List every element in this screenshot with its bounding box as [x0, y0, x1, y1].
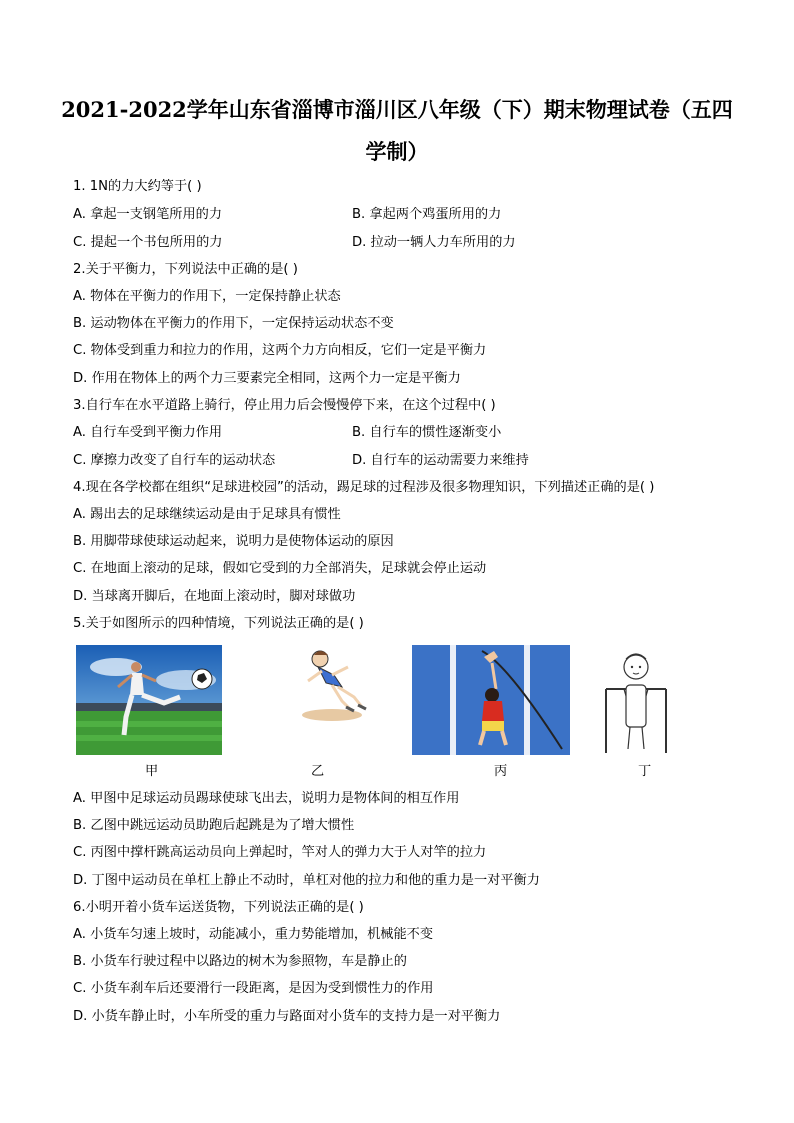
question-5-option-a: A. 甲图中足球运动员踢球使球飞出去，说明力是物体间的相互作用 — [73, 791, 460, 806]
question-1-option-c: C. 提起一个书包所用的力 — [73, 235, 223, 250]
question-6-option-a: A. 小货车匀速上坡时，动能减小，重力势能增加，机械能不变 — [73, 927, 434, 942]
question-6-stem: 6.小明开着小货车运送货物，下列说法正确的是( ) — [73, 900, 364, 915]
question-6-option-c: C. 小货车刹车后还要滑行一段距离，是因为受到惯性力的作用 — [73, 981, 434, 996]
figure-bing-pole-vault — [412, 645, 570, 755]
question-3-option-d: D. 自行车的运动需要力来维持 — [352, 453, 529, 468]
figure-caption-yi: 乙 — [311, 764, 325, 779]
figure-yi-long-jump — [288, 645, 374, 725]
question-5-option-d: D. 丁图中运动员在单杠上静止不动时，单杠对他的拉力和他的重力是一对平衡力 — [73, 873, 540, 888]
exam-title-line2: 学制） — [365, 139, 429, 164]
question-2-option-d: D. 作用在物体上的两个力三要素完全相同，这两个力一定是平衡力 — [73, 371, 461, 386]
question-1-stem: 1. 1N的力大约等于( ) — [73, 179, 202, 194]
question-3-option-c: C. 摩擦力改变了自行车的运动状态 — [73, 453, 276, 468]
question-4-option-a: A. 踢出去的足球继续运动是由于足球具有惯性 — [73, 507, 341, 522]
question-4-option-b: B. 用脚带球使球运动起来，说明力是使物体运动的原因 — [73, 534, 394, 549]
question-1-option-b: B. 拿起两个鸡蛋所用的力 — [352, 207, 502, 222]
question-4-option-d: D. 当球离开脚后，在地面上滚动时，脚对球做功 — [73, 589, 356, 604]
question-5-option-c: C. 丙图中撑杆跳高运动员向上弹起时，竿对人的弹力大于人对竿的拉力 — [73, 845, 487, 860]
question-4-stem: 4.现在各学校都在组织“足球进校园”的活动，踢足球的过程涉及很多物理知识，下列描述正确的是( ) — [73, 480, 655, 495]
question-1-option-d: D. 拉动一辆人力车所用的力 — [352, 235, 516, 250]
question-6-option-d: D. 小货车静止时，小车所受的重力与路面对小货车的支持力是一对平衡力 — [73, 1009, 501, 1024]
question-1-option-a: A. 拿起一支钢笔所用的力 — [73, 207, 223, 222]
figure-caption-jia: 甲 — [145, 764, 159, 779]
question-5-option-b: B. 乙图中跳远运动员助跑后起跳是为了增大惯性 — [73, 818, 355, 833]
question-3-stem: 3.自行车在水平道路上骑行，停止用力后会慢慢停下来，在这个过程中( ) — [73, 398, 496, 413]
question-2-stem: 2.关于平衡力，下列说法中正确的是( ) — [73, 262, 298, 277]
figure-caption-ding: 丁 — [638, 764, 652, 779]
question-3-option-a: A. 自行车受到平衡力作用 — [73, 425, 223, 440]
question-3-option-b: B. 自行车的惯性逐渐变小 — [352, 425, 502, 440]
question-6-option-b: B. 小货车行驶过程中以路边的树木为参照物，车是静止的 — [73, 954, 407, 969]
question-2-option-a: A. 物体在平衡力的作用下，一定保持静止状态 — [73, 289, 341, 304]
figure-ding-horizontal-bar — [600, 645, 672, 755]
question-2-option-b: B. 运动物体在平衡力的作用下，一定保持运动状态不变 — [73, 316, 394, 331]
figure-caption-bing: 丙 — [494, 764, 508, 779]
question-2-option-c: C. 物体受到重力和拉力的作用，这两个力方向相反，它们一定是平衡力 — [73, 343, 487, 358]
question-5-stem: 5.关于如图所示的四种情境，下列说法正确的是( ) — [73, 616, 364, 631]
figure-jia-football-kick — [76, 645, 222, 755]
question-4-option-c: C. 在地面上滚动的足球，假如它受到的力全部消失，足球就会停止运动 — [73, 561, 487, 576]
exam-title-line1: 2021-2022学年山东省淄博市淄川区八年级（下）期末物理试卷（五四 — [61, 97, 733, 122]
